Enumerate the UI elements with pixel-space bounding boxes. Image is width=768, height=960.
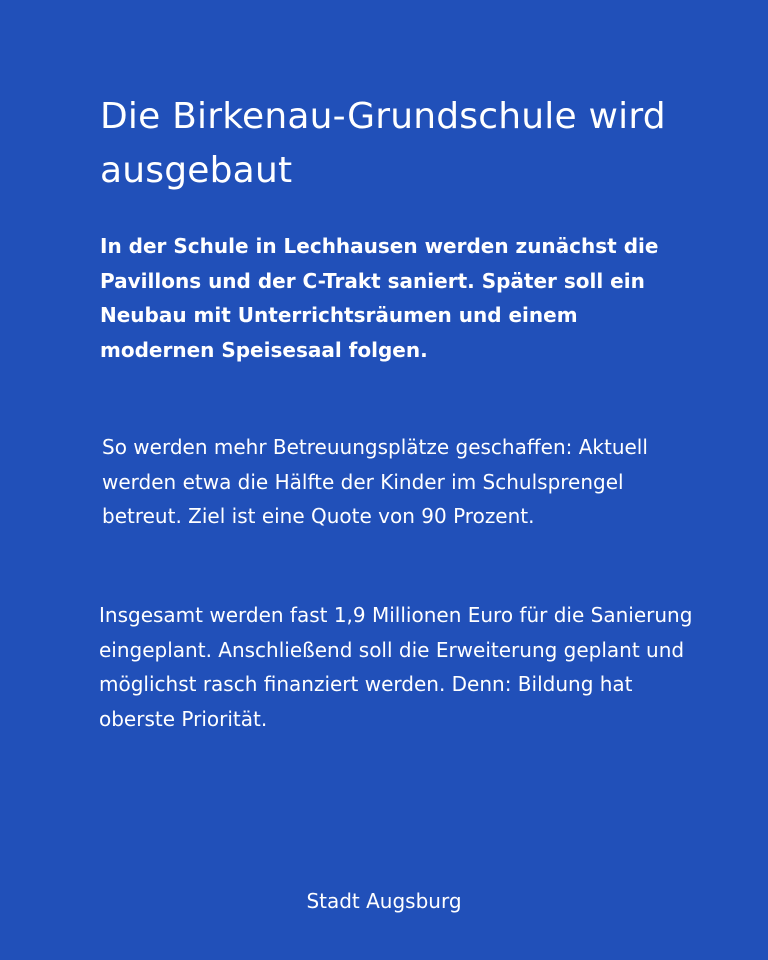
body-paragraph-2: Insgesamt werden fast 1,9 Millionen Euro für die Sanierung eingeplant. Anschließend soll die Erweiterung geplant und möglichst rasch finanziert werden. Denn: Bildung hat oberste Priorität.: [99, 603, 693, 731]
lead-paragraph: In der Schule in Lechhausen werden zunächst die Pavillons und der C-Trakt saniert. Später soll ein Neubau mit Unterrichtsräumen und einem modernen Speisesaal folgen.: [100, 234, 659, 362]
post-title: Die Birkenau-Grundschule wird ausgebaut: [100, 96, 666, 191]
footer-brand: Stadt Augsburg: [306, 889, 462, 913]
body-paragraph-1: So werden mehr Betreuungsplätze geschaffen: Aktuell werden etwa die Hälfte der Kinder im Schulsprengel betreut. Ziel ist eine Quote von 90 Prozent.: [102, 435, 648, 528]
